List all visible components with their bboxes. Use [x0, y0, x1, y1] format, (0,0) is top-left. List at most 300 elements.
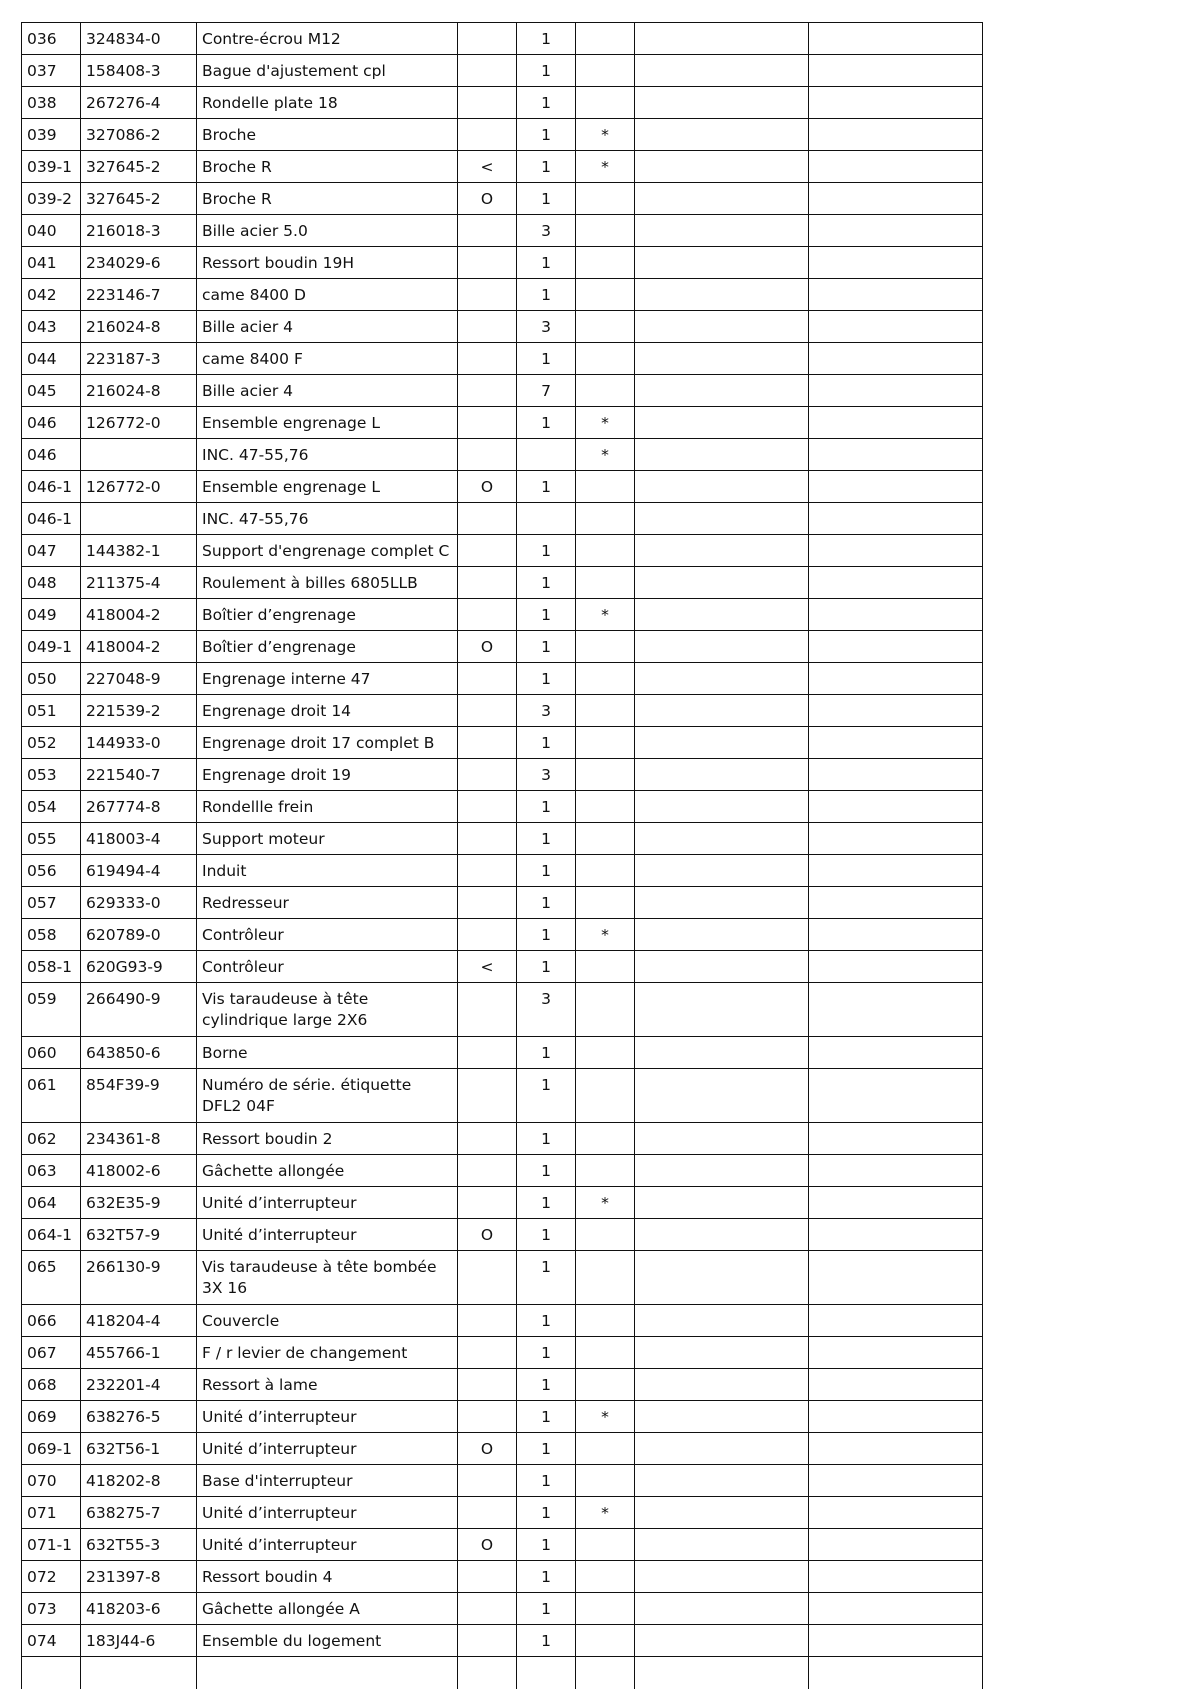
empty-cell	[809, 1069, 983, 1123]
empty-cell	[635, 183, 809, 215]
quantity-cell: 1	[517, 567, 576, 599]
empty-cell	[635, 375, 809, 407]
empty-cell	[809, 727, 983, 759]
empty-cell	[635, 567, 809, 599]
empty-cell	[635, 1155, 809, 1187]
empty-cell	[197, 1657, 458, 1689]
description-cell: Broche R	[197, 151, 458, 183]
item-number-cell: 039-2	[22, 183, 81, 215]
note-cell: *	[576, 599, 635, 631]
empty-cell	[635, 503, 809, 535]
part-number-cell: 267774-8	[81, 791, 197, 823]
note-cell	[576, 1305, 635, 1337]
quantity-cell: 1	[517, 599, 576, 631]
marker-cell: <	[458, 951, 517, 983]
quantity-cell: 1	[517, 1625, 576, 1657]
part-number-cell: 231397-8	[81, 1561, 197, 1593]
note-cell	[576, 471, 635, 503]
empty-cell	[809, 1433, 983, 1465]
note-cell	[576, 1465, 635, 1497]
note-cell	[576, 55, 635, 87]
empty-cell	[809, 1219, 983, 1251]
part-number-cell: 619494-4	[81, 855, 197, 887]
table-row	[22, 343, 983, 375]
part-number-cell: 211375-4	[81, 567, 197, 599]
empty-cell	[809, 1625, 983, 1657]
note-cell	[576, 1625, 635, 1657]
description-cell: INC. 47-55,76	[197, 503, 458, 535]
quantity-cell: 3	[517, 983, 576, 1037]
part-number-cell: 327086-2	[81, 119, 197, 151]
description-cell: Ressort à lame	[197, 1369, 458, 1401]
quantity-cell: 1	[517, 87, 576, 119]
item-number-cell: 039-1	[22, 151, 81, 183]
item-number-cell: 046	[22, 407, 81, 439]
quantity-cell: 3	[517, 215, 576, 247]
empty-cell	[635, 631, 809, 663]
table-row	[22, 1369, 983, 1401]
item-number-cell: 049	[22, 599, 81, 631]
table-row	[22, 1625, 983, 1657]
table-row	[22, 791, 983, 823]
table-row	[22, 887, 983, 919]
description-cell: Unité d’interrupteur	[197, 1401, 458, 1433]
item-number-cell: 041	[22, 247, 81, 279]
note-cell	[576, 855, 635, 887]
empty-cell	[576, 1657, 635, 1689]
marker-cell	[458, 1625, 517, 1657]
marker-cell	[458, 695, 517, 727]
marker-cell	[458, 439, 517, 471]
part-number-cell: 223187-3	[81, 343, 197, 375]
table-row	[22, 503, 983, 535]
marker-cell	[458, 1305, 517, 1337]
empty-cell	[635, 1187, 809, 1219]
part-number-cell: 267276-4	[81, 87, 197, 119]
marker-cell	[458, 727, 517, 759]
empty-cell	[635, 1037, 809, 1069]
empty-cell	[809, 823, 983, 855]
description-cell: Broche R	[197, 183, 458, 215]
empty-cell	[635, 471, 809, 503]
quantity-cell: 1	[517, 23, 576, 55]
empty-cell	[809, 663, 983, 695]
empty-cell	[809, 919, 983, 951]
quantity-cell: 1	[517, 1337, 576, 1369]
quantity-cell	[517, 503, 576, 535]
marker-cell	[458, 247, 517, 279]
part-number-cell: 418004-2	[81, 631, 197, 663]
quantity-cell: 1	[517, 1187, 576, 1219]
quantity-cell: 1	[517, 279, 576, 311]
table-row	[22, 439, 983, 471]
table-row	[22, 919, 983, 951]
note-cell	[576, 1155, 635, 1187]
marker-cell	[458, 1401, 517, 1433]
description-cell: Redresseur	[197, 887, 458, 919]
marker-cell	[458, 311, 517, 343]
table-row	[22, 663, 983, 695]
part-number-cell: 232201-4	[81, 1369, 197, 1401]
note-cell	[576, 695, 635, 727]
description-cell: Gâchette allongée	[197, 1155, 458, 1187]
part-number-cell: 144933-0	[81, 727, 197, 759]
note-cell	[576, 375, 635, 407]
marker-cell: O	[458, 1433, 517, 1465]
empty-cell	[635, 1401, 809, 1433]
item-number-cell: 054	[22, 791, 81, 823]
description-cell: Support moteur	[197, 823, 458, 855]
description-cell: Ressort boudin 2	[197, 1123, 458, 1155]
part-number-cell	[81, 439, 197, 471]
item-number-cell: 064	[22, 1187, 81, 1219]
empty-cell	[809, 759, 983, 791]
quantity-cell: 1	[517, 535, 576, 567]
marker-cell	[458, 855, 517, 887]
empty-cell	[635, 343, 809, 375]
marker-cell	[458, 1251, 517, 1305]
note-cell	[576, 1069, 635, 1123]
table-row	[22, 1155, 983, 1187]
quantity-cell: 1	[517, 55, 576, 87]
note-cell: *	[576, 1187, 635, 1219]
note-cell: *	[576, 439, 635, 471]
note-cell: *	[576, 919, 635, 951]
empty-cell	[635, 823, 809, 855]
note-cell	[576, 215, 635, 247]
table-row	[22, 1593, 983, 1625]
table-row	[22, 247, 983, 279]
table-row	[22, 1219, 983, 1251]
note-cell	[576, 247, 635, 279]
item-number-cell: 058	[22, 919, 81, 951]
part-number-cell: 266130-9	[81, 1251, 197, 1305]
part-number-cell: 126772-0	[81, 471, 197, 503]
item-number-cell: 065	[22, 1251, 81, 1305]
empty-cell	[809, 1155, 983, 1187]
empty-cell	[809, 1657, 983, 1689]
empty-cell	[635, 1337, 809, 1369]
note-cell	[576, 1433, 635, 1465]
marker-cell	[458, 215, 517, 247]
quantity-cell	[517, 439, 576, 471]
table-row	[22, 1433, 983, 1465]
description-cell: Boîtier d’engrenage	[197, 599, 458, 631]
quantity-cell: 1	[517, 151, 576, 183]
part-number-cell: 629333-0	[81, 887, 197, 919]
empty-cell	[809, 311, 983, 343]
empty-cell	[809, 1337, 983, 1369]
empty-cell	[635, 1529, 809, 1561]
item-number-cell: 055	[22, 823, 81, 855]
item-number-cell: 050	[22, 663, 81, 695]
description-cell: Boîtier d’engrenage	[197, 631, 458, 663]
empty-cell	[635, 1593, 809, 1625]
part-number-cell: 266490-9	[81, 983, 197, 1037]
table-row	[22, 1187, 983, 1219]
description-cell: Ressort boudin 4	[197, 1561, 458, 1593]
table-row	[22, 599, 983, 631]
marker-cell	[458, 759, 517, 791]
note-cell: *	[576, 119, 635, 151]
parts-table-body	[22, 23, 983, 1689]
empty-cell	[809, 983, 983, 1037]
description-cell: Contre-écrou M12	[197, 23, 458, 55]
quantity-cell: 1	[517, 1529, 576, 1561]
marker-cell	[458, 119, 517, 151]
description-cell: came 8400 D	[197, 279, 458, 311]
description-cell: Ressort boudin 19H	[197, 247, 458, 279]
description-cell: Bille acier 5.0	[197, 215, 458, 247]
part-number-cell: 418204-4	[81, 1305, 197, 1337]
empty-cell	[809, 951, 983, 983]
empty-cell	[809, 1305, 983, 1337]
empty-cell	[809, 1593, 983, 1625]
table-row	[22, 567, 983, 599]
empty-cell	[635, 247, 809, 279]
part-number-cell: 620789-0	[81, 919, 197, 951]
quantity-cell: 1	[517, 1433, 576, 1465]
note-cell: *	[576, 407, 635, 439]
table-row	[22, 23, 983, 55]
note-cell	[576, 23, 635, 55]
empty-cell	[809, 695, 983, 727]
item-number-cell: 066	[22, 1305, 81, 1337]
description-cell: Contrôleur	[197, 919, 458, 951]
quantity-cell: 7	[517, 375, 576, 407]
description-cell: Induit	[197, 855, 458, 887]
empty-cell	[635, 1561, 809, 1593]
empty-cell	[635, 599, 809, 631]
empty-cell	[635, 983, 809, 1037]
quantity-cell: 1	[517, 855, 576, 887]
empty-cell	[635, 1465, 809, 1497]
part-number-cell: 632T56-1	[81, 1433, 197, 1465]
quantity-cell: 1	[517, 119, 576, 151]
marker-cell	[458, 983, 517, 1037]
empty-cell	[635, 55, 809, 87]
empty-cell	[635, 1657, 809, 1689]
table-row	[22, 759, 983, 791]
description-cell: Vis taraudeuse à tête cylindrique large 2X6	[197, 983, 458, 1037]
note-cell	[576, 1561, 635, 1593]
table-row	[22, 1529, 983, 1561]
item-number-cell: 060	[22, 1037, 81, 1069]
item-number-cell: 074	[22, 1625, 81, 1657]
part-number-cell: 144382-1	[81, 535, 197, 567]
empty-cell	[81, 1657, 197, 1689]
empty-cell	[809, 119, 983, 151]
part-number-cell: 234361-8	[81, 1123, 197, 1155]
item-number-cell: 059	[22, 983, 81, 1037]
empty-cell	[809, 599, 983, 631]
part-number-cell: 418203-6	[81, 1593, 197, 1625]
quantity-cell: 1	[517, 1593, 576, 1625]
note-cell: *	[576, 151, 635, 183]
marker-cell	[458, 567, 517, 599]
item-number-cell: 056	[22, 855, 81, 887]
note-cell	[576, 663, 635, 695]
marker-cell	[458, 1337, 517, 1369]
part-number-cell: 620G93-9	[81, 951, 197, 983]
empty-cell	[635, 887, 809, 919]
empty-cell	[809, 407, 983, 439]
note-cell	[576, 631, 635, 663]
marker-cell	[458, 1497, 517, 1529]
marker-cell	[458, 1069, 517, 1123]
part-number-cell: 126772-0	[81, 407, 197, 439]
note-cell	[576, 1369, 635, 1401]
empty-cell	[635, 919, 809, 951]
item-number-cell: 053	[22, 759, 81, 791]
item-number-cell: 036	[22, 23, 81, 55]
item-number-cell: 045	[22, 375, 81, 407]
description-cell: Bille acier 4	[197, 311, 458, 343]
quantity-cell: 3	[517, 311, 576, 343]
quantity-cell: 1	[517, 631, 576, 663]
description-cell: Engrenage droit 14	[197, 695, 458, 727]
marker-cell	[458, 407, 517, 439]
table-row	[22, 55, 983, 87]
empty-cell	[809, 55, 983, 87]
description-cell: Gâchette allongée A	[197, 1593, 458, 1625]
table-row	[22, 1123, 983, 1155]
marker-cell: O	[458, 1219, 517, 1251]
marker-cell	[458, 375, 517, 407]
quantity-cell: 1	[517, 1037, 576, 1069]
empty-cell	[809, 247, 983, 279]
table-row	[22, 215, 983, 247]
marker-cell	[458, 1369, 517, 1401]
description-cell: INC. 47-55,76	[197, 439, 458, 471]
table-row	[22, 311, 983, 343]
item-number-cell: 070	[22, 1465, 81, 1497]
description-cell: came 8400 F	[197, 343, 458, 375]
note-cell	[576, 311, 635, 343]
quantity-cell: 1	[517, 1219, 576, 1251]
empty-cell	[635, 695, 809, 727]
table-row	[22, 1465, 983, 1497]
empty-cell	[635, 311, 809, 343]
part-number-cell: 418003-4	[81, 823, 197, 855]
marker-cell	[458, 343, 517, 375]
parts-list-sheet	[21, 22, 983, 1689]
marker-cell	[458, 1561, 517, 1593]
empty-cell	[635, 1123, 809, 1155]
part-number-cell: 227048-9	[81, 663, 197, 695]
item-number-cell: 069	[22, 1401, 81, 1433]
item-number-cell: 038	[22, 87, 81, 119]
part-number-cell: 223146-7	[81, 279, 197, 311]
quantity-cell: 1	[517, 1123, 576, 1155]
marker-cell	[458, 1593, 517, 1625]
empty-cell	[635, 535, 809, 567]
marker-cell	[458, 87, 517, 119]
item-number-cell: 051	[22, 695, 81, 727]
part-number-cell: 221539-2	[81, 695, 197, 727]
quantity-cell: 1	[517, 823, 576, 855]
parts-table	[21, 22, 983, 1689]
part-number-cell: 632E35-9	[81, 1187, 197, 1219]
item-number-cell: 046-1	[22, 471, 81, 503]
empty-cell	[635, 119, 809, 151]
table-row	[22, 983, 983, 1037]
note-cell	[576, 1037, 635, 1069]
item-number-cell: 042	[22, 279, 81, 311]
empty-cell	[809, 343, 983, 375]
part-number-cell: 324834-0	[81, 23, 197, 55]
item-number-cell: 046	[22, 439, 81, 471]
marker-cell	[458, 535, 517, 567]
table-row	[22, 183, 983, 215]
empty-cell	[809, 567, 983, 599]
marker-cell: O	[458, 1529, 517, 1561]
note-cell	[576, 1337, 635, 1369]
table-row	[22, 1561, 983, 1593]
empty-cell	[809, 1037, 983, 1069]
description-cell: Rondellle frein	[197, 791, 458, 823]
note-cell	[576, 1219, 635, 1251]
part-number-cell: 327645-2	[81, 151, 197, 183]
item-number-cell: 047	[22, 535, 81, 567]
quantity-cell: 1	[517, 1069, 576, 1123]
description-cell: Unité d’interrupteur	[197, 1187, 458, 1219]
description-cell: Contrôleur	[197, 951, 458, 983]
empty-cell	[635, 1251, 809, 1305]
item-number-cell: 043	[22, 311, 81, 343]
part-number-cell: 418202-8	[81, 1465, 197, 1497]
note-cell	[576, 983, 635, 1037]
table-row	[22, 631, 983, 663]
note-cell: *	[576, 1497, 635, 1529]
part-number-cell: 216024-8	[81, 311, 197, 343]
empty-cell	[635, 855, 809, 887]
empty-cell	[809, 1401, 983, 1433]
item-number-cell: 040	[22, 215, 81, 247]
part-number-cell: 221540-7	[81, 759, 197, 791]
item-number-cell: 046-1	[22, 503, 81, 535]
marker-cell	[458, 23, 517, 55]
description-cell: Borne	[197, 1037, 458, 1069]
description-cell: Engrenage interne 47	[197, 663, 458, 695]
empty-cell	[635, 1625, 809, 1657]
marker-cell	[458, 1037, 517, 1069]
empty-cell	[635, 1497, 809, 1529]
empty-cell	[809, 215, 983, 247]
marker-cell	[458, 663, 517, 695]
table-row	[22, 1069, 983, 1123]
quantity-cell: 1	[517, 727, 576, 759]
quantity-cell: 1	[517, 1251, 576, 1305]
empty-cell	[635, 23, 809, 55]
quantity-cell: 1	[517, 1497, 576, 1529]
table-row	[22, 1251, 983, 1305]
note-cell	[576, 823, 635, 855]
marker-cell	[458, 1123, 517, 1155]
description-cell: Ensemble du logement	[197, 1625, 458, 1657]
empty-cell	[809, 151, 983, 183]
note-cell	[576, 279, 635, 311]
note-cell	[576, 343, 635, 375]
empty-cell	[809, 87, 983, 119]
quantity-cell: 1	[517, 407, 576, 439]
empty-cell	[809, 1529, 983, 1561]
note-cell	[576, 1251, 635, 1305]
item-number-cell: 071-1	[22, 1529, 81, 1561]
note-cell	[576, 759, 635, 791]
item-number-cell: 072	[22, 1561, 81, 1593]
empty-cell	[635, 791, 809, 823]
